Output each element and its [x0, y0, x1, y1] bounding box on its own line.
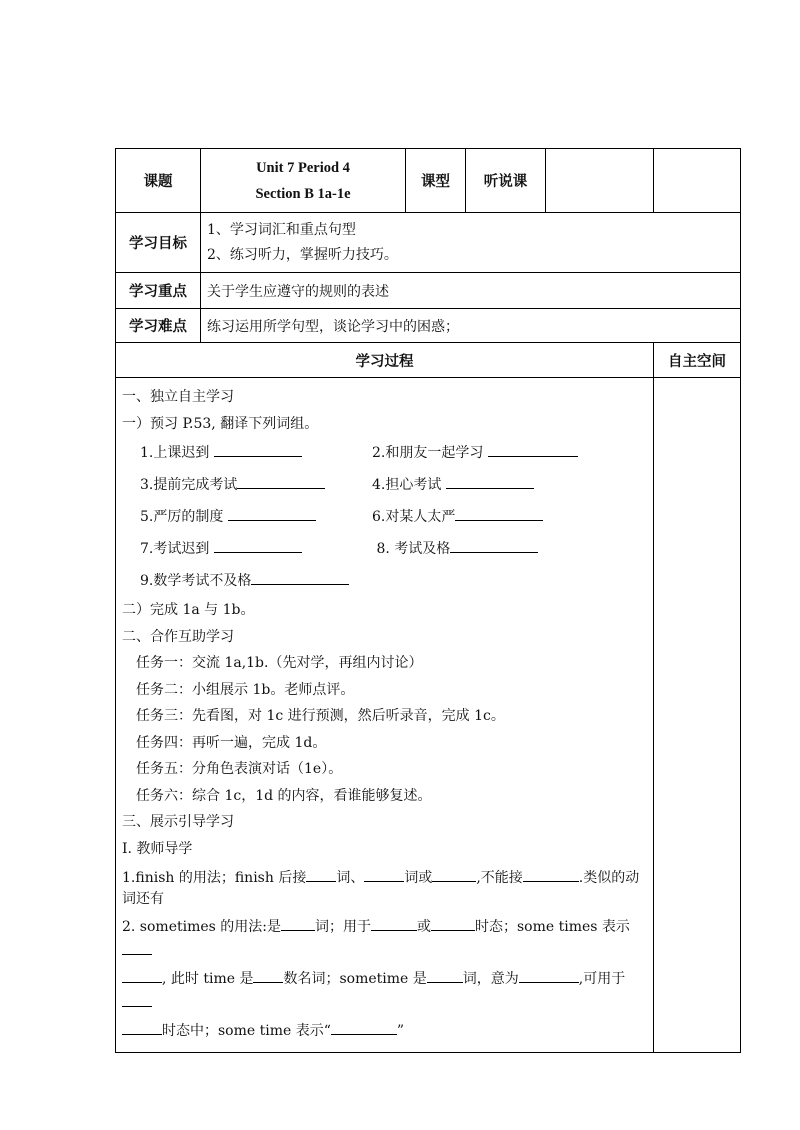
objective-item: 2、练习听力，掌握听力技巧。	[207, 246, 398, 263]
answer-blank[interactable]	[331, 1018, 397, 1035]
exercise-item: 8. 考试及格	[376, 541, 451, 557]
exercise-item: 9.数学考试不及格	[140, 573, 252, 589]
answer-blank[interactable]	[371, 914, 417, 931]
answer-blank[interactable]	[253, 966, 283, 983]
answer-blank[interactable]	[122, 966, 162, 983]
difficulties-row	[116, 309, 741, 343]
sometimes-usage	[122, 914, 647, 962]
answer-blank[interactable]	[455, 504, 543, 521]
process-header: 学习过程	[116, 343, 654, 378]
exercise-item: 2.和朋友一起学习	[372, 445, 484, 461]
sometimes-text: 时态；some times 表示	[475, 919, 630, 935]
difficulties-label: 学习难点	[116, 309, 201, 343]
empty-cell-2	[654, 149, 741, 213]
lesson-title	[201, 149, 406, 213]
sometime-usage	[122, 966, 647, 1014]
sometimes-text: 或	[417, 919, 431, 935]
process-content	[116, 378, 654, 1053]
objective-item: 1、学习词汇和重点句型	[207, 221, 356, 238]
exercise-row	[122, 533, 647, 565]
exercise-item: 5.严厉的制度	[140, 509, 224, 525]
type-value: 听说课	[466, 149, 546, 213]
process-header-row	[116, 343, 741, 378]
answer-blank[interactable]	[281, 914, 315, 931]
sometime2-text: ”	[396, 1023, 405, 1039]
process-row	[116, 378, 741, 1053]
finish-usage	[122, 865, 647, 910]
finish-text: 词或	[404, 870, 433, 886]
sometime-text: 数名词；sometime 是	[283, 971, 427, 987]
part3-title: 三、展示引导学习	[122, 814, 234, 830]
type-label: 课型	[406, 149, 466, 213]
sometime-text: ,可用于	[578, 971, 626, 987]
exercise-item: 7.考试迟到	[140, 541, 210, 557]
key-points-label: 学习重点	[116, 273, 201, 309]
task-item: 任务六：综合 1c，1d 的内容，看谁能够复述。	[136, 787, 432, 804]
answer-blank[interactable]	[450, 536, 538, 553]
answer-blank[interactable]	[523, 865, 579, 882]
objectives-label: 学习目标	[116, 213, 201, 273]
sometimes-text: 词；用于	[315, 919, 371, 935]
objectives-content	[201, 213, 741, 273]
answer-blank[interactable]	[519, 966, 579, 983]
task-item: 任务三：先看图，对 1c 进行预测，然后听录音，完成 1c。	[136, 708, 505, 724]
preview-instruction: 一）预习 P.53, 翻译下列词组。	[122, 415, 319, 432]
exercise-item: 1.上课迟到	[140, 445, 210, 461]
task-item: 任务五：分角色表演对话（1e）。	[136, 761, 343, 777]
answer-blank[interactable]	[228, 504, 316, 521]
topic-label: 课题	[116, 149, 201, 213]
sometime-text: 词，意为	[462, 971, 519, 987]
answer-blank[interactable]	[251, 568, 349, 585]
difficulties-value: 练习运用所学句型，谈论学习中的困惑；	[201, 309, 741, 343]
exercise-row	[122, 501, 647, 533]
answer-blank[interactable]	[237, 472, 325, 489]
exercise-item: 6.对某人太严	[372, 509, 456, 525]
sometime-usage-2	[122, 1018, 647, 1042]
lesson-plan-sheet	[115, 148, 740, 1053]
lesson-plan-table	[115, 148, 741, 1053]
answer-blank[interactable]	[488, 440, 578, 457]
sometime2-text: 时态中；some time 表示“	[162, 1023, 331, 1039]
task-item: 任务四：再听一遍，完成 1d。	[136, 734, 327, 751]
objectives-row	[116, 213, 741, 273]
finish-text: 1.finish 的用法；finish 后接	[122, 870, 307, 886]
exercise-item: 4.担心考试	[372, 477, 442, 493]
answer-blank[interactable]	[432, 865, 476, 882]
guide-title: I. 教师导学	[122, 840, 193, 857]
exercise-row	[122, 565, 647, 597]
answer-blank[interactable]	[364, 865, 404, 882]
answer-blank[interactable]	[306, 865, 336, 882]
answer-blank[interactable]	[214, 440, 302, 457]
lesson-title-line1: Unit 7 Period 4	[256, 159, 350, 176]
finish-text: 词、	[336, 870, 365, 886]
self-space-header: 自主空间	[654, 343, 741, 378]
answer-blank[interactable]	[446, 472, 534, 489]
header-row	[116, 149, 741, 213]
answer-blank[interactable]	[122, 938, 152, 955]
task-item: 任务一：交流 1a,1b.（先对学，再组内讨论）	[136, 655, 423, 671]
exercise-row	[122, 469, 647, 501]
key-points-row	[116, 273, 741, 309]
answer-blank[interactable]	[427, 966, 463, 983]
key-points-value: 关于学生应遵守的规则的表述	[201, 273, 741, 309]
answer-blank[interactable]	[122, 1018, 162, 1035]
exercise-row	[122, 437, 647, 469]
sometimes-text: 2. sometimes 的用法:是	[122, 919, 281, 935]
complete-instruction: 二）完成 1a 与 1b。	[122, 602, 255, 618]
exercise-item: 3.提前完成考试	[140, 477, 238, 493]
sometime-text: , 此时 time 是	[162, 971, 254, 987]
part2-title: 二、合作互助学习	[122, 628, 234, 645]
lesson-title-line2: Section B 1a-1e	[255, 185, 351, 202]
finish-text: ,不能接	[476, 870, 523, 886]
answer-blank[interactable]	[431, 914, 475, 931]
finish-text: .类似的动词还有	[122, 870, 640, 907]
task-item: 任务二：小组展示 1b。老师点评。	[136, 681, 355, 698]
empty-cell-1	[546, 149, 654, 213]
part1-title: 一、独立自主学习	[122, 389, 234, 405]
answer-blank[interactable]	[122, 990, 152, 1007]
self-space-column	[654, 378, 741, 1053]
answer-blank[interactable]	[214, 536, 302, 553]
